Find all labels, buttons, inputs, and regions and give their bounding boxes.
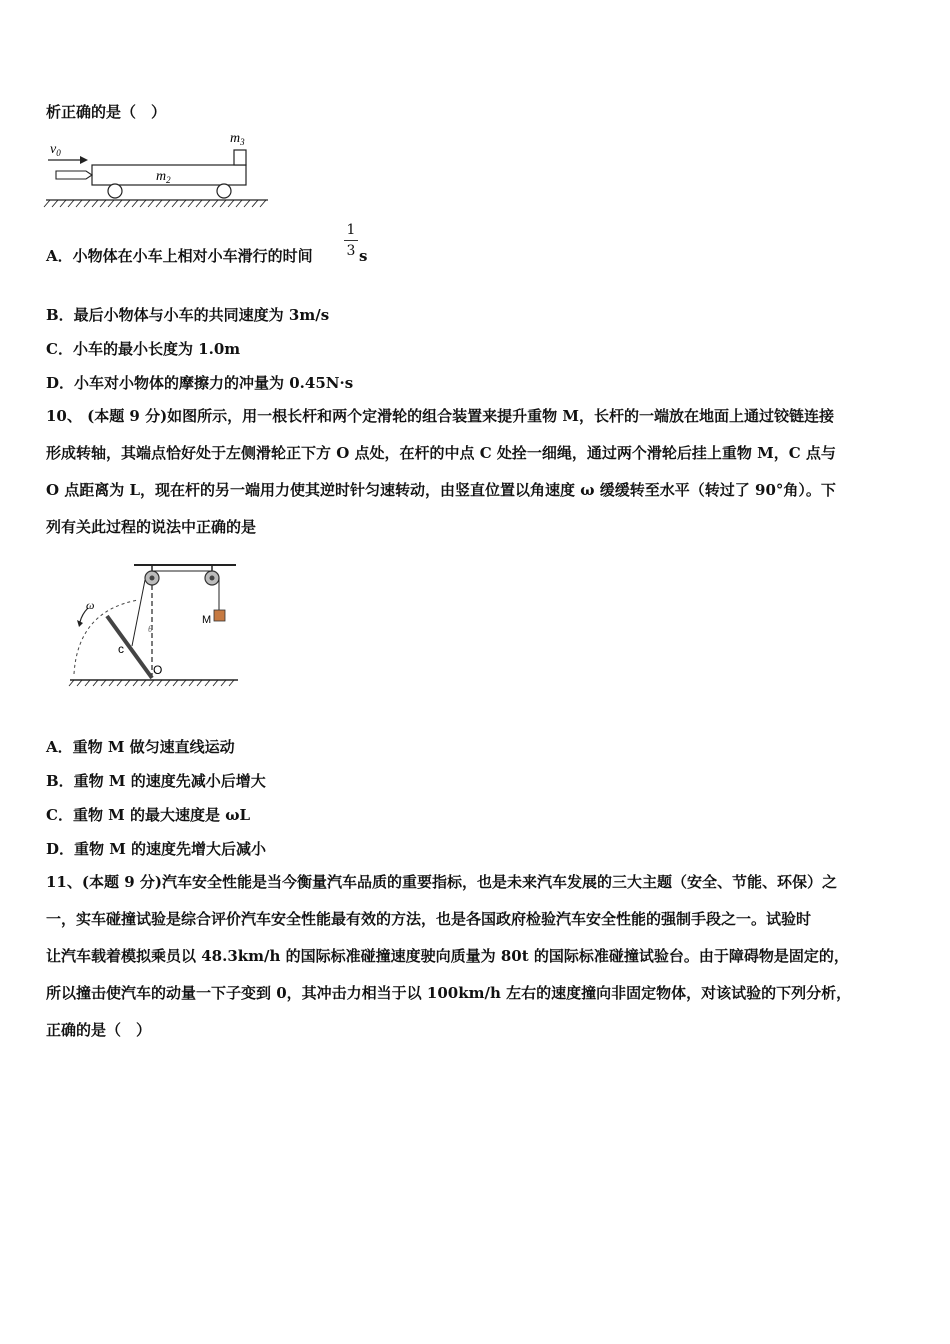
rod [107,616,152,678]
q11-line-3: 让汽车载着模拟乘员以 48.3km/h 的国际标准碰撞速度驶向质量为 80t 的国际标准碰撞试验台。由于障碍物是固定的， [46,947,849,965]
q10-option-b: B．重物 M 的速度先减小后增大 [46,772,266,790]
rotation-arc [74,600,138,674]
c-label: c [118,642,124,656]
q11-line-4: 所以撞击使汽车的动量一下子变到 0，其冲击力相当于以 100km/h 左右的速度撞向非固定物体，对该试验的下列分析， [46,984,852,1002]
question-11 [46,864,908,1049]
q11-line-2: 一，实车碰撞试验是综合评价汽车安全性能最有效的方法，也是各国政府检验汽车安全性能的强制手段之一。试验时 [46,910,812,928]
cart-wheel-left [108,184,122,198]
m2-label: $m_2$ [156,169,171,185]
q10-option-c: C．重物 M 的最大速度是 ωL [46,806,251,824]
fraction-one-third: 1 3 [344,222,358,259]
intro-tail: 析正确的是（ ） [46,103,167,121]
o-label: O [153,663,163,677]
q10-option-d: D．重物 M 的速度先增大后减小 [46,840,267,858]
m-label: M [202,614,212,626]
q10-line-3: O 点距离为 L，现在杆的另一端用力使其逆时针匀速转动，由竖直位置以角速度 ω 缓缓转至水平（转过了 90°角）。下 [46,481,836,499]
q9-option-a-unit: s [359,247,368,265]
theta-label: θ [148,624,153,634]
rope-to-c [132,580,145,646]
q11-line-5: 正确的是（ ） [46,1021,152,1039]
q9-option-a: A．小物体在小车上相对小车滑行的时间 [46,247,313,265]
pulley-rod-figure [66,556,266,696]
omega-label: ω [86,598,95,612]
q9-option-b: B．最后小物体与小车的共同速度为 3m/s [46,306,330,324]
cart-wheel-right [217,184,231,198]
q11-line-1: 11、(本题 9 分)汽车安全性能是当今衡量汽车品质的重要指标，也是未来汽车发展的三大主题（安全、节能、环保）之 [46,873,837,891]
q10-line-1: 10、 (本题 9 分)如图所示，用一根长杆和两个定滑轮的组合装置来提升重物 M，长杆的一端放在地面上通过铰链连接 [46,407,835,425]
block-m3 [234,150,246,165]
q10-line-2: 形成转轴，其端点恰好处于左侧滑轮正下方 O 点处，在杆的中点 C 处拴一细绳，通过两个滑轮后挂上重物 M，C 点与 [46,444,836,462]
q9-option-c: C．小车的最小长度为 1.0m [46,340,241,358]
projectile [56,171,92,179]
cart-figure [42,128,282,208]
m3-label: $m_3$ [230,131,245,147]
ground [44,200,268,207]
mass-M [214,610,225,621]
q9-option-d: D．小车对小物体的摩擦力的冲量为 0.45N·s [46,374,354,392]
v0-label: $v_0$ [50,142,61,158]
question-10 [46,398,908,546]
q10-option-a: A．重物 M 做匀速直线运动 [46,738,235,756]
q10-line-4: 列有关此过程的说法中正确的是 [46,518,257,536]
